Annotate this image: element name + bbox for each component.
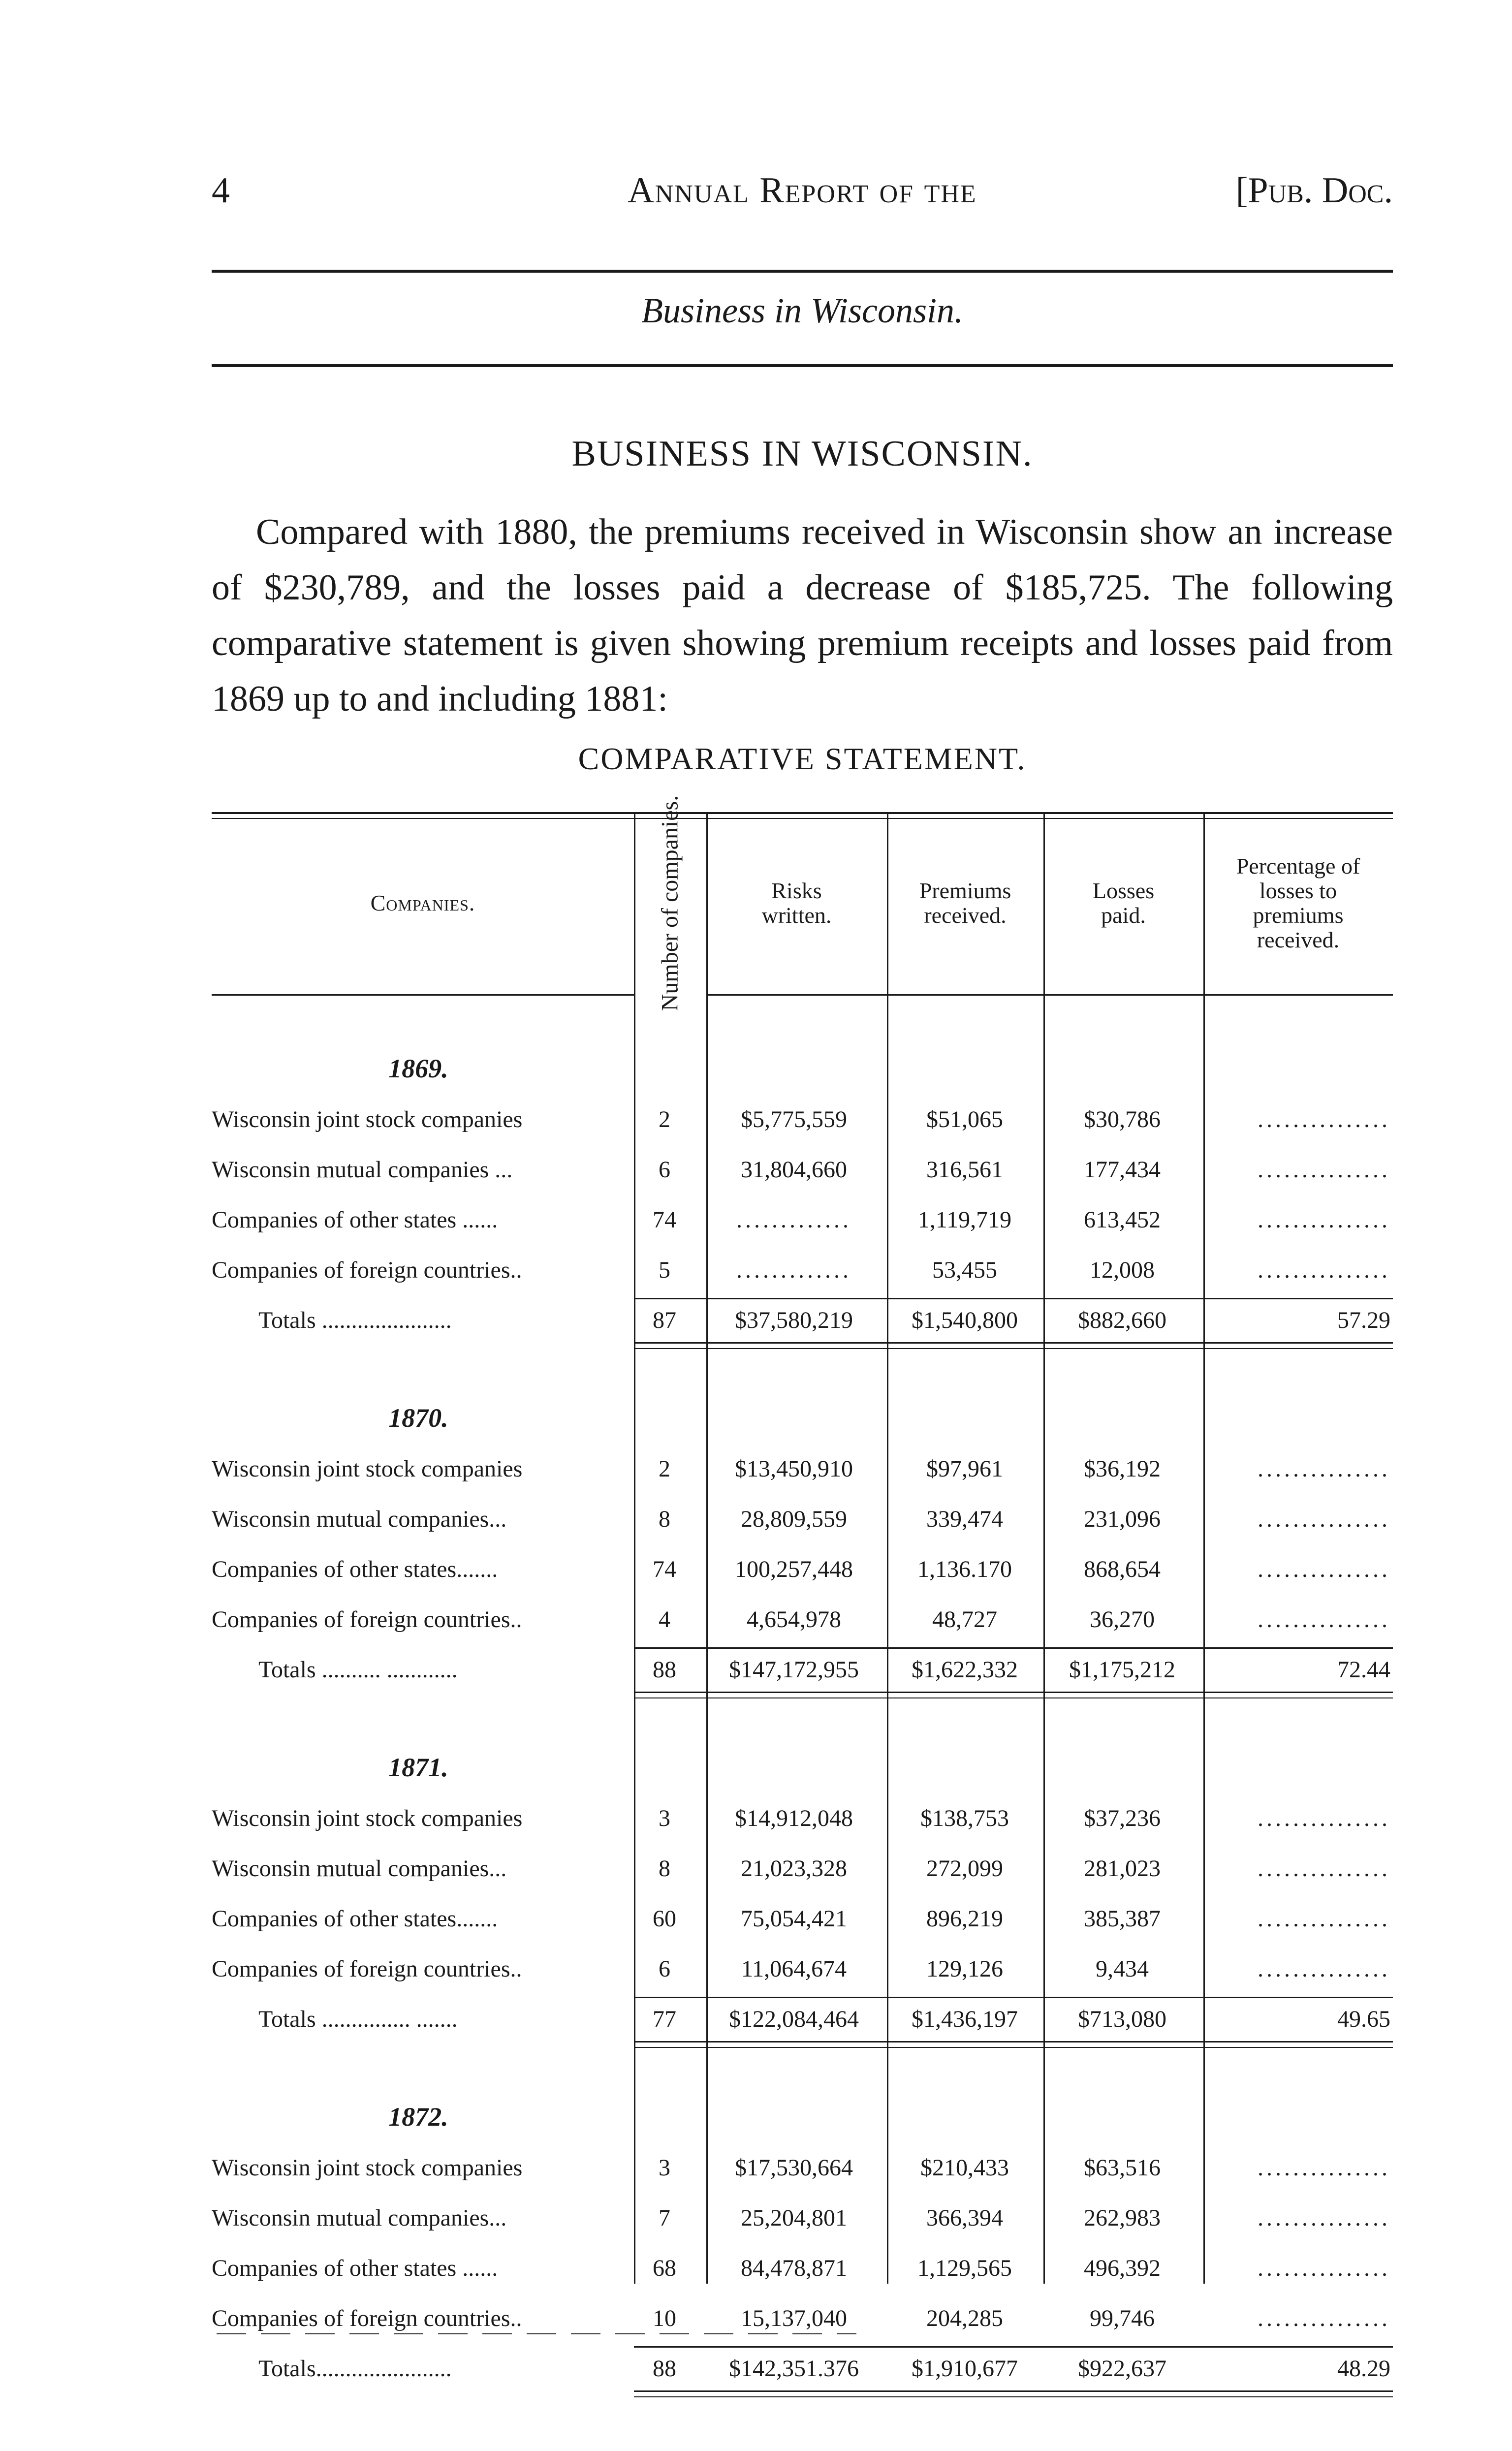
cell-pct: ............... [1258, 1906, 1390, 1932]
total-premiums: $1,622,332 [912, 1657, 1018, 1683]
cell-losses: 385,387 [1084, 1906, 1161, 1932]
cell-risks: $14,912,048 [735, 1805, 853, 1831]
cell-pct: ............... [1258, 1207, 1390, 1233]
total-pct: 48.29 [1337, 2356, 1390, 2382]
header-rule [212, 270, 1393, 273]
table-row [212, 2249, 1393, 2288]
cell-losses: 868,654 [1084, 1556, 1161, 1582]
table-row [212, 1600, 1393, 1639]
cell-name: Companies of foreign countries.. [212, 1257, 522, 1283]
totals-double-rule [634, 2390, 1393, 2392]
cell-losses: $37,236 [1084, 1805, 1161, 1831]
cell-risks: 4,654,978 [747, 1606, 841, 1633]
header-number: Number of companies. [657, 795, 683, 1011]
cell-premiums: 204,285 [926, 2305, 1003, 2331]
cell-premiums: 1,119,719 [917, 1207, 1012, 1233]
table-row [212, 2199, 1393, 2238]
cell-risks: 84,478,871 [741, 2255, 847, 2281]
table-row [212, 1849, 1393, 1888]
total-number: 88 [653, 1657, 676, 1683]
table-row [212, 2148, 1393, 2188]
table-row [212, 1100, 1393, 1139]
report-title: Annual Report of the [628, 170, 977, 211]
cell-losses: 281,023 [1084, 1855, 1161, 1882]
total-risks: $37,580,219 [735, 1307, 853, 1333]
cell-name: Companies of foreign countries.. [212, 2305, 522, 2331]
totals-rule [634, 1647, 1393, 1649]
total-label: Totals ...................... [258, 1307, 452, 1333]
table-row [212, 1500, 1393, 1539]
cell-name: Wisconsin joint stock companies [212, 1805, 523, 1831]
cell-premiums: 129,126 [926, 1956, 1003, 1982]
total-number: 88 [653, 2356, 676, 2382]
totals-double-rule [634, 1342, 1393, 1344]
cell-premiums: 53,455 [932, 1257, 997, 1283]
cell-pct: ............... [1258, 2205, 1390, 2231]
cell-number: 3 [659, 1805, 670, 1831]
footer-rule [217, 2333, 856, 2334]
header-losses: Losses paid. [1092, 878, 1155, 928]
year-heading: 1869. [388, 1054, 448, 1083]
cell-pct: ............... [1258, 1956, 1390, 1982]
table-top-rule [212, 812, 1393, 814]
cell-risks: 31,804,660 [741, 1157, 847, 1183]
cell-risks: 75,054,421 [741, 1906, 847, 1932]
cell-number: 4 [659, 1606, 670, 1633]
cell-name: Companies of other states....... [212, 1556, 498, 1582]
total-premiums: $1,436,197 [912, 2006, 1018, 2032]
cell-premiums: 896,219 [926, 1906, 1003, 1932]
column-divider [1203, 812, 1205, 2284]
cell-pct: ............... [1258, 1556, 1390, 1582]
totals-double-rule [634, 2041, 1393, 2042]
total-losses: $713,080 [1078, 2006, 1166, 2032]
total-losses: $882,660 [1078, 1307, 1166, 1333]
table-row [212, 1550, 1393, 1589]
cell-premiums: 1,136.170 [917, 1556, 1012, 1582]
total-losses: $922,637 [1078, 2356, 1166, 2382]
cell-losses: $30,786 [1084, 1106, 1161, 1132]
header-risks: Risks written. [761, 878, 832, 928]
cell-losses: 177,434 [1084, 1157, 1161, 1183]
cell-pct: ............... [1258, 1606, 1390, 1633]
totals-double-rule [634, 1348, 1393, 1349]
column-divider [1043, 812, 1045, 2284]
cell-losses: $63,516 [1084, 2155, 1161, 2181]
cell-risks: 25,204,801 [741, 2205, 847, 2231]
cell-name: Companies of foreign countries.. [212, 1606, 522, 1633]
cell-risks: ............. [736, 1207, 851, 1233]
cell-number: 8 [659, 1855, 670, 1882]
table-row [212, 1200, 1393, 1240]
cell-losses: 12,008 [1090, 1257, 1155, 1283]
cell-premiums: 366,394 [926, 2205, 1003, 2231]
cell-pct: ............... [1258, 1855, 1390, 1882]
cell-number: 6 [659, 1157, 670, 1183]
cell-premiums: 316,561 [926, 1157, 1003, 1183]
cell-risks: $5,775,559 [741, 1106, 847, 1132]
total-pct: 57.29 [1337, 1307, 1390, 1333]
totals-double-rule [634, 1692, 1393, 1693]
totals-double-rule [634, 2047, 1393, 2048]
header-number-cell [634, 795, 706, 1011]
cell-number: 2 [659, 1456, 670, 1482]
section-title: BUSINESS IN WISCONSIN. [571, 434, 1033, 474]
table-row [212, 1449, 1393, 1489]
cell-number: 74 [653, 1207, 676, 1233]
cell-name: Companies of foreign countries.. [212, 1956, 522, 1982]
cell-name: Companies of other states....... [212, 1906, 498, 1932]
cell-pct: ............... [1258, 1106, 1390, 1132]
cell-pct: ............... [1258, 1456, 1390, 1482]
total-label: Totals....................... [258, 2356, 452, 2382]
page-number: 4 [212, 170, 230, 211]
table-top-rule-thin [212, 818, 1393, 819]
cell-number: 7 [659, 2205, 670, 2231]
cell-number: 8 [659, 1506, 670, 1532]
cell-premiums: 48,727 [932, 1606, 997, 1633]
cell-name: Companies of other states ...... [212, 1207, 498, 1233]
cell-losses: 231,096 [1084, 1506, 1161, 1532]
cell-risks: $17,530,664 [735, 2155, 853, 2181]
cell-risks: 100,257,448 [735, 1556, 853, 1582]
cell-number: 60 [653, 1906, 676, 1932]
cell-pct: ............... [1258, 1157, 1390, 1183]
page-subheading: Business in Wisconsin. [641, 291, 963, 330]
total-premiums: $1,540,800 [912, 1307, 1018, 1333]
column-divider [634, 812, 635, 2284]
year-heading: 1871. [388, 1753, 448, 1782]
table-row [212, 1949, 1393, 1989]
cell-risks: $13,450,910 [735, 1456, 853, 1482]
total-pct: 72.44 [1337, 1657, 1390, 1683]
cell-pct: ............... [1258, 2155, 1390, 2181]
table-row [212, 1799, 1393, 1838]
totals-double-rule [634, 2396, 1393, 2397]
cell-number: 10 [653, 2305, 676, 2331]
table-row [212, 2299, 1393, 2338]
cell-number: 68 [653, 2255, 676, 2281]
cell-number: 3 [659, 2155, 670, 2181]
cell-pct: ............... [1258, 2255, 1390, 2281]
intro-text: Compared with 1880, the premiums received in Wisconsin show an increase of $230,789, and the losses paid a decrease of $185,725. The following comparative statement is given showing premium receipts and losses paid from 1869 up to and including 1881: [212, 512, 1393, 719]
totals-row [212, 1650, 1393, 1690]
total-risks: $122,084,464 [729, 2006, 859, 2032]
header-bottom-rule [212, 994, 634, 996]
cell-premiums: 1,129,565 [917, 2255, 1012, 2281]
cell-losses: 99,746 [1090, 2305, 1155, 2331]
cell-name: Wisconsin mutual companies... [212, 1506, 507, 1532]
total-number: 87 [653, 1307, 676, 1333]
cell-number: 2 [659, 1106, 670, 1132]
cell-risks: 28,809,559 [741, 1506, 847, 1532]
cell-name: Wisconsin joint stock companies [212, 2155, 523, 2181]
cell-pct: ............... [1258, 2305, 1390, 2331]
total-label: Totals .......... ............ [258, 1657, 458, 1683]
table-row [212, 1899, 1393, 1939]
totals-row [212, 2349, 1393, 2388]
cell-losses: 613,452 [1084, 1207, 1161, 1233]
total-pct: 49.65 [1337, 2006, 1390, 2032]
cell-premiums: $210,433 [920, 2155, 1009, 2181]
year-heading: 1870. [388, 1403, 448, 1433]
cell-premiums: 339,474 [926, 1506, 1003, 1532]
table-row [212, 1251, 1393, 1290]
total-number: 77 [653, 2006, 676, 2032]
cell-name: Wisconsin joint stock companies [212, 1456, 523, 1482]
totals-double-rule [634, 1697, 1393, 1698]
total-label: Totals ............... ....... [258, 2006, 458, 2032]
cell-name: Wisconsin mutual companies... [212, 1855, 507, 1882]
header-companies: Companies. [370, 890, 475, 915]
cell-name: Wisconsin mutual companies... [212, 2205, 507, 2231]
column-divider [706, 812, 708, 2284]
totals-rule [634, 2346, 1393, 2348]
cell-losses: 36,270 [1090, 1606, 1155, 1633]
cell-losses: $36,192 [1084, 1456, 1161, 1482]
header-premiums: Premiums received. [919, 878, 1011, 928]
comparative-statement-table [212, 795, 1393, 2382]
cell-risks: 11,064,674 [741, 1956, 847, 1982]
total-risks: $147,172,955 [729, 1657, 859, 1683]
header-bottom-rule [706, 994, 1393, 996]
year-heading: 1872. [388, 2102, 448, 2132]
cell-premiums: $97,961 [926, 1456, 1003, 1482]
total-premiums: $1,910,677 [912, 2356, 1018, 2382]
cell-pct: ............... [1258, 1805, 1390, 1831]
cell-losses: 262,983 [1084, 2205, 1161, 2231]
cell-losses: 496,392 [1084, 2255, 1161, 2281]
cell-name: Companies of other states ...... [212, 2255, 498, 2281]
cell-number: 74 [653, 1556, 676, 1582]
total-risks: $142,351.376 [729, 2356, 859, 2382]
total-losses: $1,175,212 [1069, 1657, 1175, 1683]
cell-risks: ............. [736, 1257, 851, 1283]
running-head [212, 170, 1393, 214]
header-percentage: Percentage of losses to premiums received. [1236, 853, 1360, 952]
cell-premiums: $51,065 [926, 1106, 1003, 1132]
cell-risks: 15,137,040 [741, 2305, 847, 2331]
cell-losses: 9,434 [1096, 1956, 1149, 1982]
totals-row [212, 1301, 1393, 1340]
cell-premiums: 272,099 [926, 1855, 1003, 1882]
subheading-rule [212, 364, 1393, 367]
cell-pct: ............... [1258, 1506, 1390, 1532]
cell-number: 5 [659, 1257, 670, 1283]
document-reference: [Pub. Doc. [1235, 170, 1393, 211]
cell-number: 6 [659, 1956, 670, 1982]
totals-row [212, 2000, 1393, 2039]
table-row [212, 1150, 1393, 1190]
column-divider [887, 812, 888, 2284]
intro-paragraph [212, 504, 1393, 727]
cell-risks: 21,023,328 [741, 1855, 847, 1882]
cell-name: Wisconsin mutual companies ... [212, 1157, 513, 1183]
totals-rule [634, 1298, 1393, 1299]
cell-pct: ............... [1258, 1257, 1390, 1283]
cell-name: Wisconsin joint stock companies [212, 1106, 523, 1132]
cell-premiums: $138,753 [920, 1805, 1009, 1831]
table-title: COMPARATIVE STATEMENT. [578, 741, 1027, 776]
totals-rule [634, 1997, 1393, 1998]
